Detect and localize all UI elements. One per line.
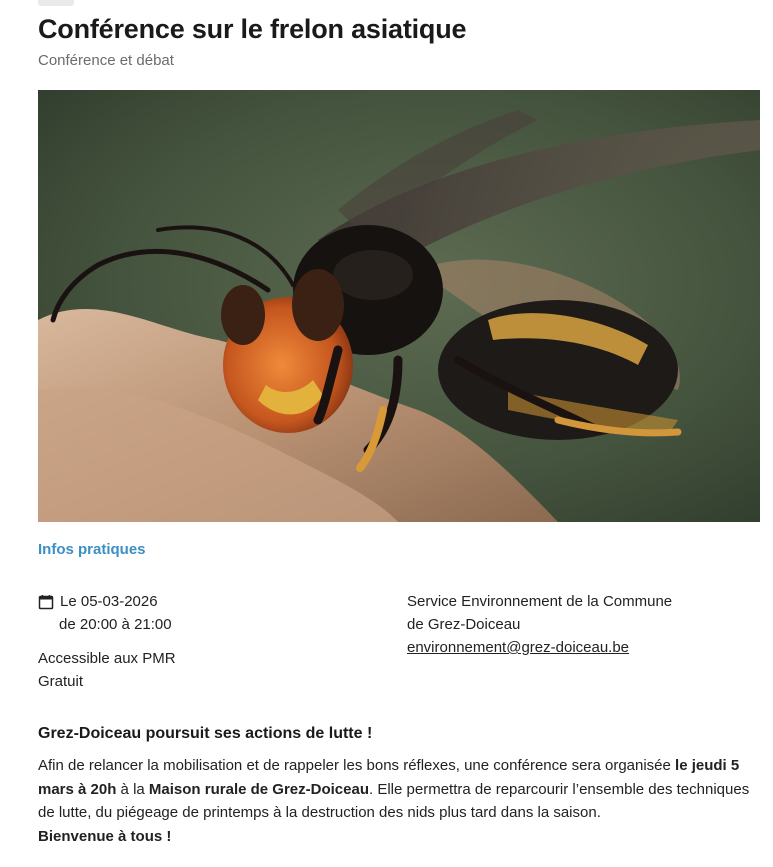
section-title-infos: Infos pratiques: [38, 541, 146, 558]
organizer-email-link[interactable]: environnement@grez-doiceau.be: [407, 639, 630, 656]
article-text-place: Maison rurale de Grez-Doiceau: [148, 780, 369, 798]
event-category: Conférence et débat: [38, 52, 174, 69]
hornet-photo: [38, 90, 760, 522]
accessibility-info: Accessible aux PMR: [38, 650, 176, 667]
article-welcome: Bienvenue à tous !: [38, 827, 172, 845]
article-text-date: le jeudi 5 mars à 20h: [38, 757, 740, 798]
organizer-block: [407, 590, 737, 659]
price-info: Gratuit: [38, 673, 84, 690]
event-date-block: [38, 590, 172, 636]
article-body: [38, 754, 764, 848]
calendar-icon: [38, 594, 54, 610]
top-tab-stub[interactable]: [38, 0, 74, 6]
article-text-mid: à la: [116, 780, 149, 798]
event-date: Le 05-03-2026: [60, 593, 158, 610]
hero-image: [38, 90, 760, 522]
event-time: de 20:00 à 21:00: [59, 616, 172, 633]
article-text-end: . Elle permettra de reparcourir l’ensemble des techniques de lutte, du piégeage de printemps à la destruction des nids plus tard dans la saison.: [38, 780, 750, 821]
event-access-block: [38, 647, 176, 693]
article-text-intro: Afin de relancer la mobilisation et de rappeler les bons réflexes, une conférence sera organisée: [38, 757, 676, 774]
page-title: Conférence sur le frelon asiatique: [38, 14, 467, 44]
organizer-name-line1: Service Environnement de la Commune: [407, 593, 673, 610]
organizer-name-line2: de Grez-Doiceau: [407, 616, 521, 633]
article-heading: Grez-Doiceau poursuit ses actions de lutte !: [38, 725, 373, 742]
